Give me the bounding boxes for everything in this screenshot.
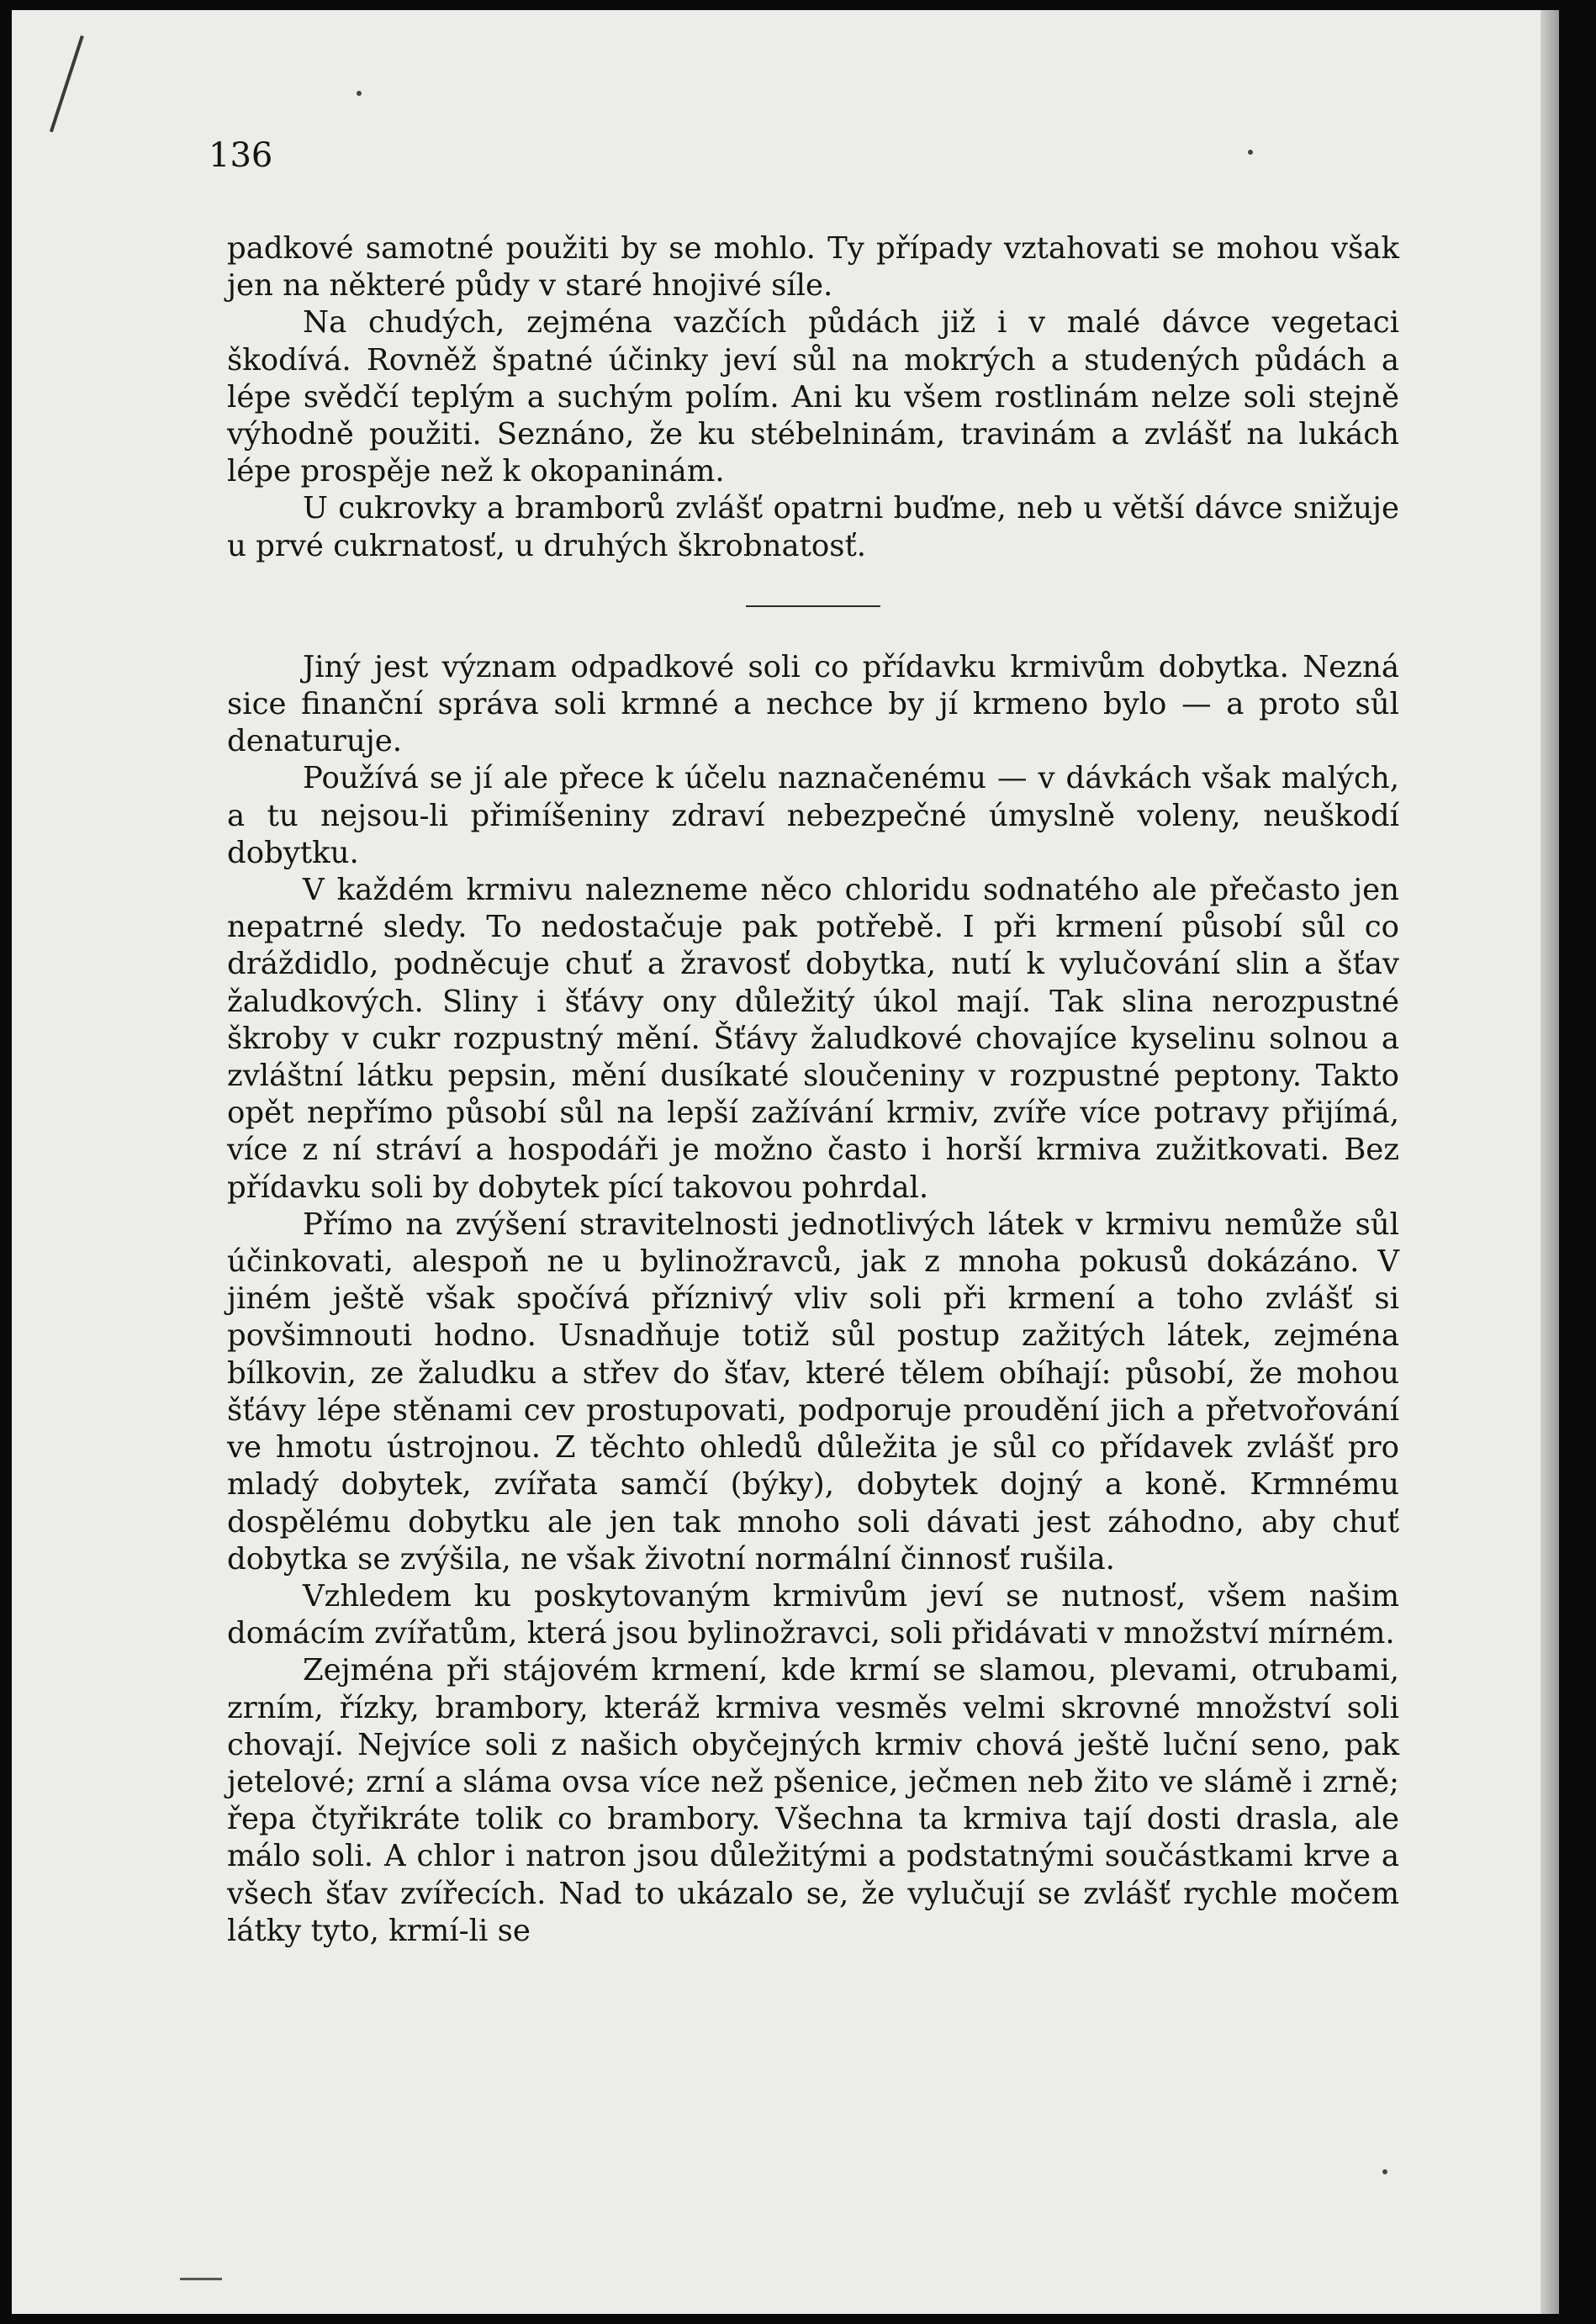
paragraph: V každém krmivu nalezneme něco chloridu sodnatého ale přečasto jen nepatrné sledy. To nedostačuje pak potřebě. I při krmení působí sůl co dráždidlo, podněcuje chuť a žravosť dobytka, nutí k vylučování slin a šťav žaludkových. Sliny i šťávy ony důležitý úkol mají. Tak slina nerozpustné škroby v cukr rozpustný mění. Šťávy žaludkové chovajíce kyselinu solnou a zvláštní látku pepsin, mění dusíkaté sloučeniny v rozpustné peptony. Takto opět nepřímo působí sůl na lepší zažívání krmiv, zvíře více potravy přijímá, více z ní stráví a hospodáři je možno často i horší krmiva zužitkovati. Bez přídavku soli by dobytek pící takovou pohrdal. <box>227 873 1399 1205</box>
paragraph: Používá se jí ale přece k účelu naznačenému — v dávkách však malých, a tu nejsou-li přimíšeniny zdraví nebezpečné úmyslně voleny, neuškodí dobytku. <box>227 761 1399 870</box>
scan-speck <box>357 91 362 96</box>
paragraph: Zejména při stájovém krmení, kde krmí se slamou, plevami, otrubami, zrním, řízky, brambory, kteráž krmiva vesměs velmi skrovné množství soli chovají. Nejvíce soli z našich obyčejných krmiv chová ještě luční seno, pak jetelové; zrní a sláma ovsa více než pšenice, ječmen neb žito ve slámě i zrně; řepa čtyřikráte tolik co brambory. Všechna ta krmiva tají dosti drasla, ale málo soli. A chlor i natron jsou důležitými a podstatnými součástkami krve a všech šťav zvířecích. Nad to ukázalo se, že vylučují se zvlášť rychle močem látky tyto, krmí-li se <box>227 1653 1399 1948</box>
paragraph: padkové samotné použiti by se mohlo. Ty případy vztahovati se mohou však jen na některé půdy v staré hnojivé síle. <box>227 231 1399 304</box>
section-separator <box>746 605 880 607</box>
scan-scratch-mark <box>50 35 84 132</box>
body-text <box>227 230 1399 1950</box>
page-edge-shadow <box>1541 10 1559 2314</box>
page-number: 136 <box>209 136 273 175</box>
paragraph: Přímo na zvýšení stravitelnosti jednotlivých látek v krmivu nemůže sůl účinkovati, alespoň ne u bylinožravců, jak z mnoha pokusů dokázáno. V jiném ještě však spočívá příznivý vliv soli při krmení a toho zvlášť si povšimnouti hodno. Usnadňuje totiž sůl postup zažitých látek, zejména bílkovin, ze žaludku a střev do šťav, které tělem obíhají: působí, že mohou šťávy lépe stěnami cev prostupovati, podporuje proudění jich a přetvořování ve hmotu ústrojnou. Z těchto ohledů důležita je sůl co přídavek zvlášť pro mladý dobytek, zvířata samčí (býky), dobytek dojný a koně. Krmnému dospělému dobytku ale jen tak mnoho soli dávati jest záhodno, aby chuť dobytka se zvýšila, ne však životní normální činnosť rušila. <box>227 1207 1399 1577</box>
paragraph: Jiný jest význam odpadkové soli co přídavku krmivům dobytka. Nezná sice finanční správa soli krmné a nechce by jí krmeno bylo — a proto sůl denaturuje. <box>227 649 1399 759</box>
paragraph: Na chudých, zejména vazčích půdách již i v malé dávce vegetaci škodívá. Rovněž špatné účinky jeví sůl na mokrých a studených půdách a lépe svědčí teplým a suchým polím. Ani ku všem rostlinám nelze soli stejně výhodně použiti. Seznáno, že ku stébelninám, travinám a zvlášť na lukách lépe prospěje než k okopaninám. <box>227 305 1399 489</box>
scan-speck <box>1248 150 1253 155</box>
paragraph: Vzhledem ku poskytovaným krmivům jeví se nutnosť, všem našim domácím zvířatům, která jsou bylinožravci, soli přidávati v množství mírném. <box>227 1578 1399 1651</box>
scan-margin-mark <box>180 2278 222 2280</box>
scan-speck <box>1382 2169 1387 2174</box>
book-page <box>12 10 1559 2314</box>
paragraph: U cukrovky a bramborů zvlášť opatrni buďme, neb u větší dávce snižuje u prvé cukrnatosť, u druhých škrobnatosť. <box>227 491 1399 563</box>
